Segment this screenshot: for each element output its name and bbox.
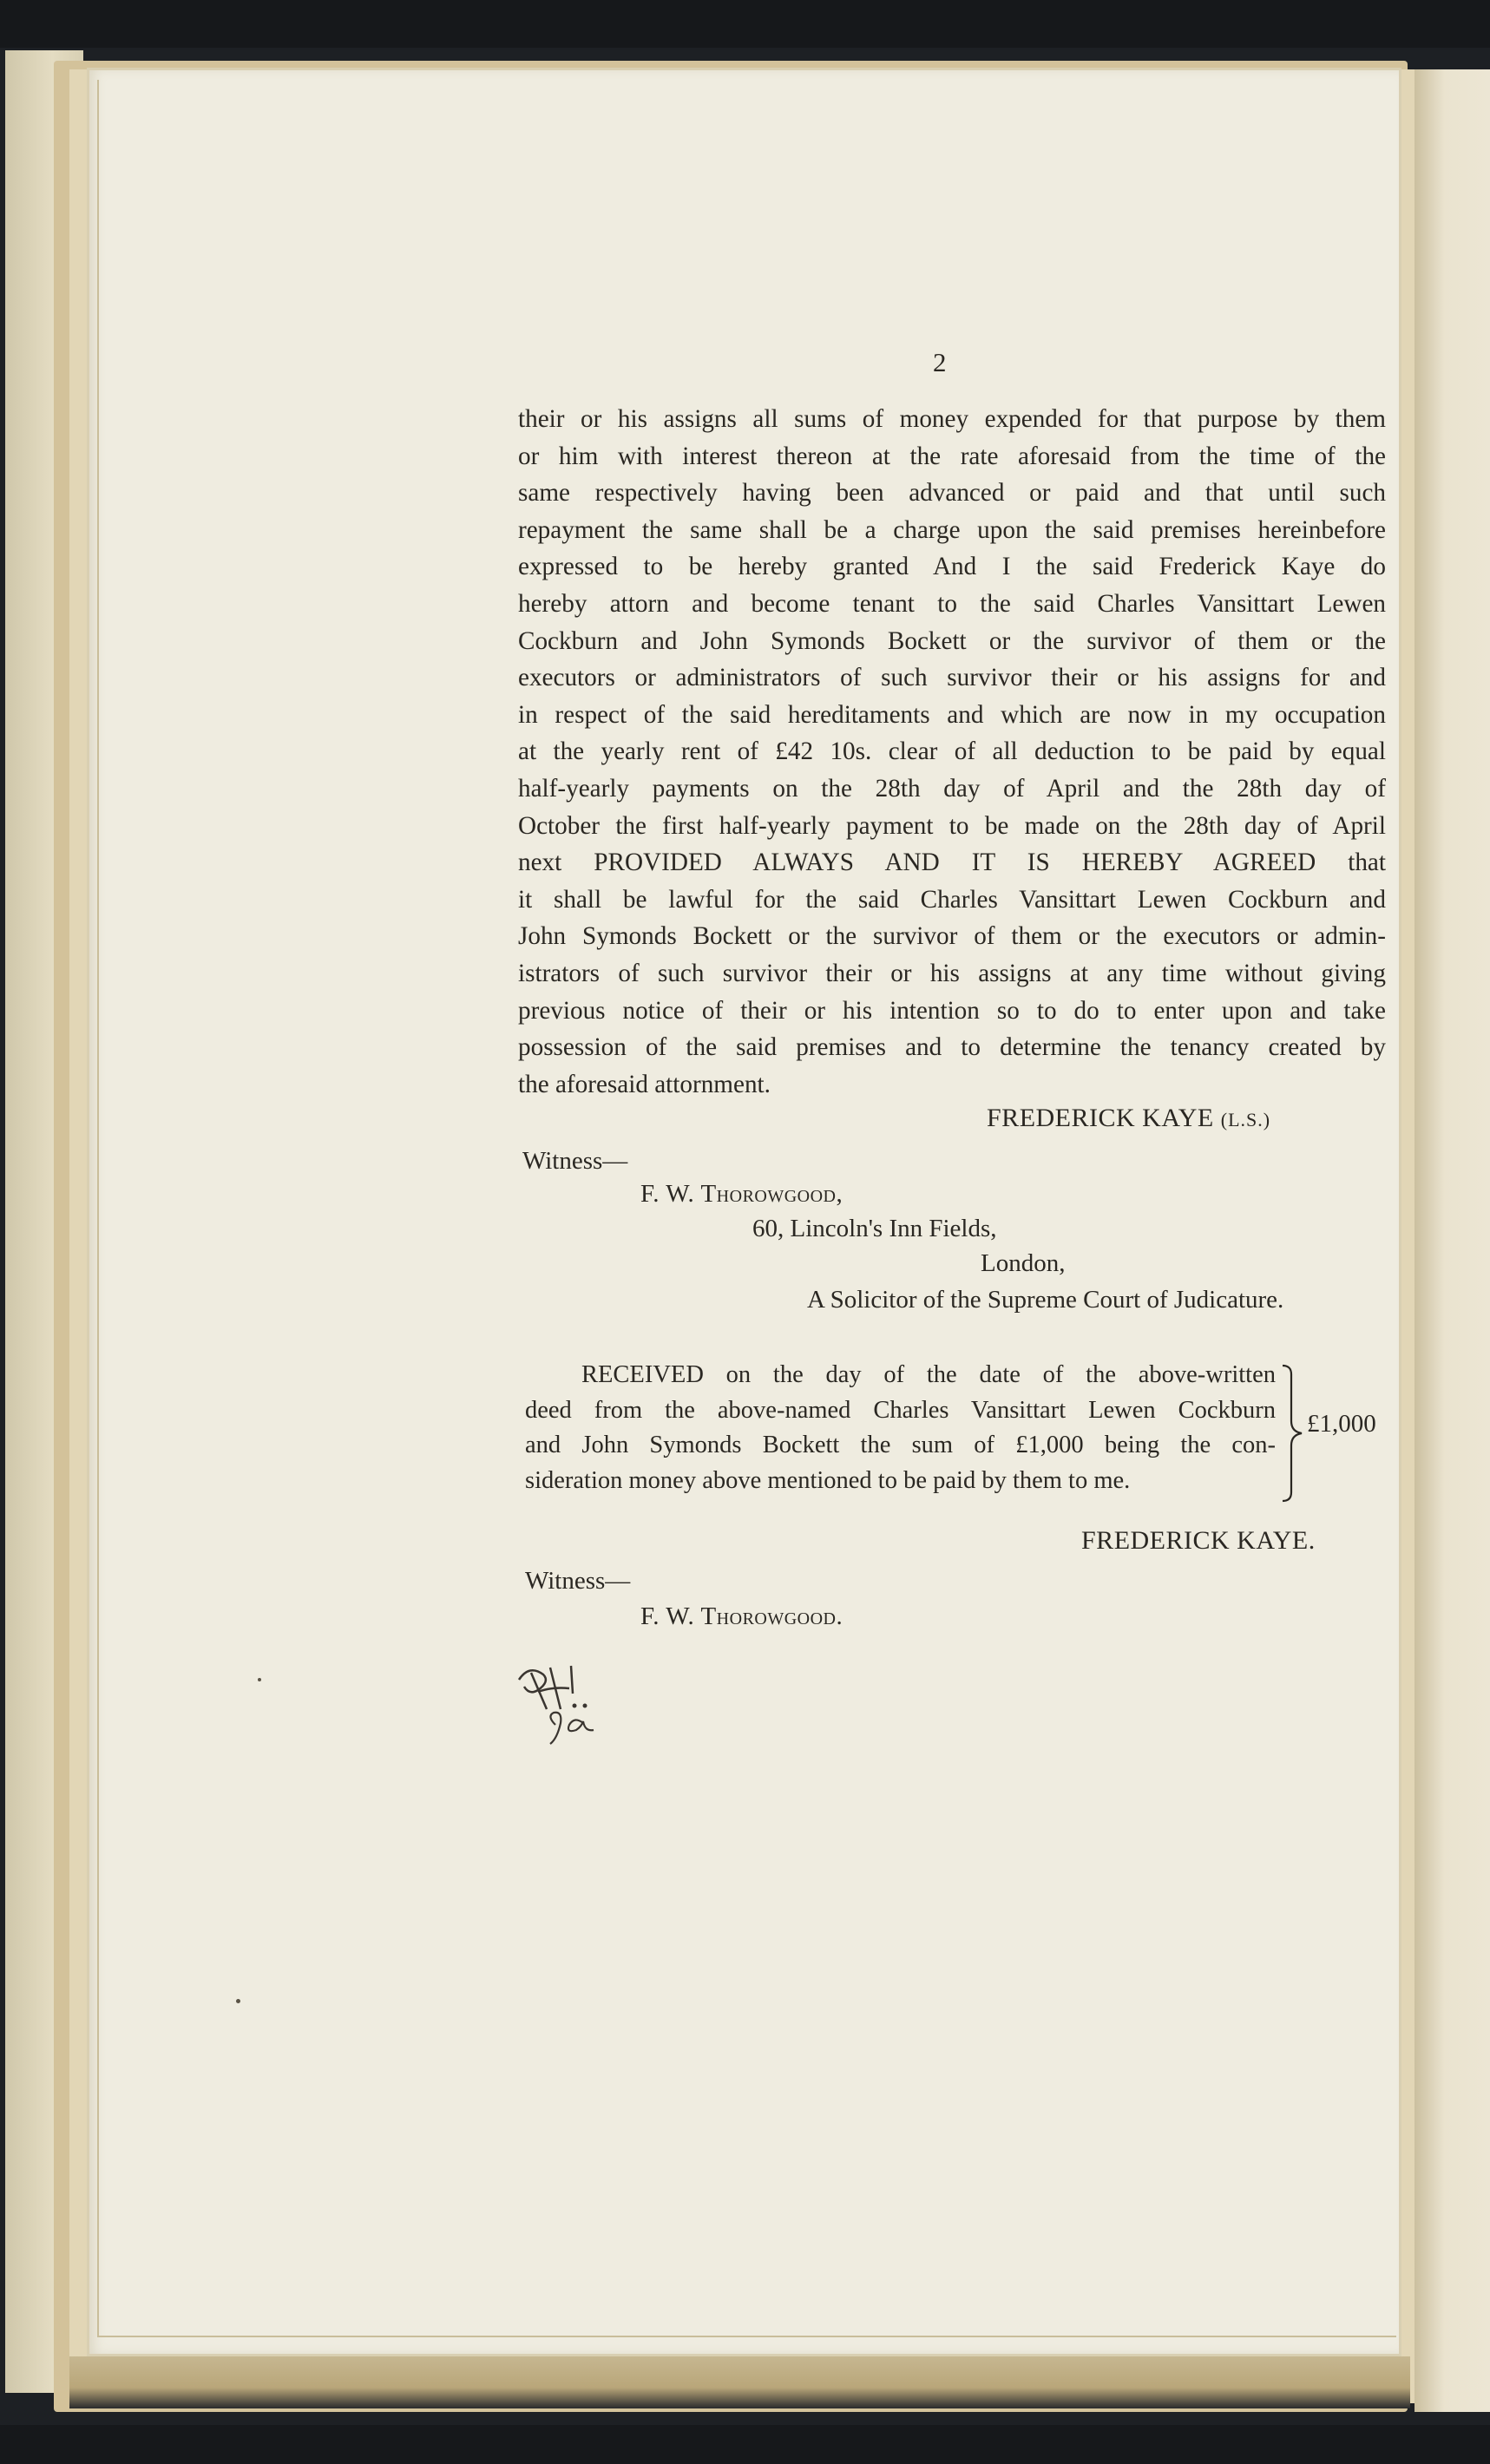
body-line: at the yearly rent of £42 10s. clear of all deduction to be paid by equal (518, 737, 1386, 766)
receipt-line: deed from the above-named Charles Vansittart Lewen Cockburn (525, 1396, 1276, 1424)
body-line: or him with interest thereon at the rate aforesaid from the time of the (518, 442, 1386, 470)
body-line: next PROVIDED ALWAYS AND IT IS HEREBY AGREED that (518, 849, 1386, 877)
body-line: their or his assigns all sums of money expended for that purpose by them (518, 405, 1386, 433)
signature-name (987, 1104, 1270, 1133)
witness-title: A Solicitor of the Supreme Court of Judicature. (807, 1286, 1284, 1314)
witness-address-line: 60, Lincoln's Inn Fields, (752, 1215, 997, 1242)
body-line: the aforesaid attornment. (518, 1070, 771, 1098)
receipt-witness-name: F. W. Thorowgood. (640, 1602, 843, 1630)
page-bottom-edge (69, 2356, 1410, 2408)
body-line: John Symonds Bockett or the survivor of them or the executors or admin- (518, 922, 1386, 951)
signer-name: FREDERICK KAYE (987, 1104, 1214, 1132)
paper-speck (236, 1999, 240, 2003)
seal-mark: (L.S.) (1220, 1109, 1271, 1130)
receipt-signer-name: FREDERICK KAYE. (1081, 1526, 1316, 1555)
handwritten-annotation (512, 1655, 625, 1751)
body-line: istrators of such survivor their or his assigns at any time without giving (518, 959, 1386, 987)
body-line: previous notice of their or his intention so to do to enter upon and take (518, 996, 1386, 1025)
body-line: executors or administrators of such survivor their or his assigns for and (518, 664, 1386, 692)
body-line: half-yearly payments on the 28th day of April and the 28th day of (518, 774, 1386, 803)
page-number: 2 (933, 347, 947, 377)
body-line: repayment the same shall be a charge upon the said premises hereinbefore (518, 515, 1386, 544)
witness-label: Witness— (522, 1147, 628, 1175)
body-line: in respect of the said hereditaments and which are now in my occupation (518, 700, 1386, 729)
body-line: expressed to be hereby granted And I the said Frederick Kaye do (518, 553, 1386, 581)
witness-name: F. W. Thorowgood, (640, 1180, 843, 1208)
receipt-line: sideration money above mentioned to be paid by them to me. (525, 1466, 1131, 1494)
deed-body-paragraph (518, 401, 1386, 1103)
body-line: possession of the said premises and to determine the tenancy created by (518, 1033, 1386, 1062)
receipt-witness-label: Witness— (525, 1567, 631, 1595)
receipt-paragraph (525, 1358, 1276, 1498)
body-line: it shall be lawful for the said Charles Vansittart Lewen Cockburn and (518, 885, 1386, 914)
receipt-line: and John Symonds Bockett the sum of £1,000 being the con- (525, 1432, 1276, 1458)
right-page-edge (1415, 69, 1490, 2412)
body-line: October the first half-yearly payment to be made on the 28th day of April (518, 811, 1386, 840)
witness-address-city: London, (981, 1249, 1066, 1277)
body-line: same respectively having been advanced or paid and that until such (518, 479, 1386, 508)
body-line: Cockburn and John Symonds Bockett or the survivor of them or the (518, 626, 1386, 655)
receipt-line: RECEIVED on the day of the date of the above-written (581, 1361, 1276, 1388)
receipt-amount: £1,000 (1307, 1410, 1376, 1438)
body-line: hereby attorn and become tenant to the said Charles Vansittart Lewen (518, 589, 1386, 618)
curly-brace (1279, 1364, 1305, 1503)
paper-speck (258, 1678, 261, 1681)
